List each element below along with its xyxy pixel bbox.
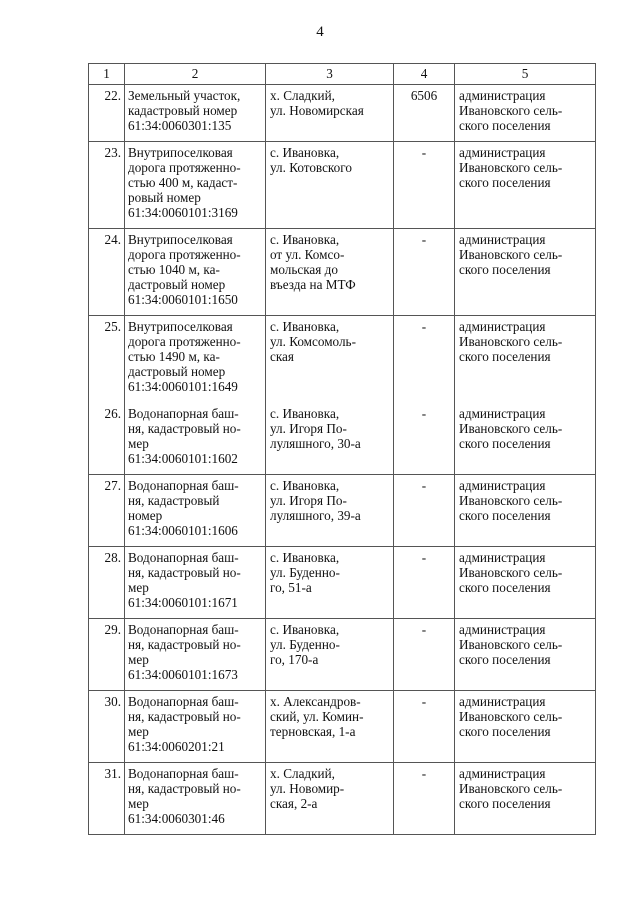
table-row bbox=[89, 403, 596, 475]
object-name: Водонапорная баш- ня, кадастровый но- мер 61:34:0060301:46 bbox=[125, 763, 266, 835]
object-value: - bbox=[394, 691, 455, 763]
object-name: Внутрипоселковая дорога протяженно- стью 1490 м, ка- дастровый номер 61:34:0060101:1649 bbox=[125, 316, 266, 403]
object-value: 6506 bbox=[394, 85, 455, 142]
table-row bbox=[89, 85, 596, 142]
object-name: Водонапорная баш- ня, кадастровый но- мер 61:34:0060201:21 bbox=[125, 691, 266, 763]
object-value: - bbox=[394, 316, 455, 403]
header-cell-col2: 2 bbox=[125, 64, 266, 85]
table-row bbox=[89, 691, 596, 763]
table-row bbox=[89, 619, 596, 691]
object-holder: администрация Ивановского сель- ского поселения bbox=[455, 229, 596, 316]
object-address: с. Ивановка, ул. Буденно- го, 170-а bbox=[266, 619, 394, 691]
object-address: с. Ивановка, ул. Комсомоль- ская bbox=[266, 316, 394, 403]
object-name: Внутрипоселковая дорога протяженно- стью 400 м, кадаст- ровый номер 61:34:0060101:3169 bbox=[125, 142, 266, 229]
header-cell-col5: 5 bbox=[455, 64, 596, 85]
object-value: - bbox=[394, 475, 455, 547]
object-value: - bbox=[394, 403, 455, 475]
object-address: с. Ивановка, ул. Игоря По- луляшного, 39-а bbox=[266, 475, 394, 547]
row-number: 28. bbox=[89, 547, 125, 619]
row-number: 31. bbox=[89, 763, 125, 835]
table-row bbox=[89, 763, 596, 835]
object-address: с. Ивановка, ул. Буденно- го, 51-а bbox=[266, 547, 394, 619]
row-number: 30. bbox=[89, 691, 125, 763]
row-number: 24. bbox=[89, 229, 125, 316]
object-holder: администрация Ивановского сель- ского поселения bbox=[455, 85, 596, 142]
row-number: 26. bbox=[89, 403, 125, 475]
object-holder: администрация Ивановского сель- ского поселения bbox=[455, 403, 596, 475]
object-address: с. Ивановка, ул. Игоря По- луляшного, 30-а bbox=[266, 403, 394, 475]
page-number: 4 bbox=[316, 24, 324, 40]
object-value: - bbox=[394, 229, 455, 316]
header-cell-col1: 1 bbox=[89, 64, 125, 85]
object-value: - bbox=[394, 763, 455, 835]
object-address: х. Сладкий, ул. Новомир- ская, 2-а bbox=[266, 763, 394, 835]
header-cell-col3: 3 bbox=[266, 64, 394, 85]
object-address: с. Ивановка, от ул. Комсо- мольская до въезда на МТФ bbox=[266, 229, 394, 316]
object-name: Земельный участок, кадастровый номер 61:34:0060301:135 bbox=[125, 85, 266, 142]
object-name: Водонапорная баш- ня, кадастровый но- мер 61:34:0060101:1602 bbox=[125, 403, 266, 475]
table-row bbox=[89, 142, 596, 229]
object-address: с. Ивановка, ул. Котовского bbox=[266, 142, 394, 229]
object-name: Водонапорная баш- ня, кадастровый но- мер 61:34:0060101:1673 bbox=[125, 619, 266, 691]
table-row bbox=[89, 316, 596, 403]
object-address: х. Сладкий, ул. Новомирская bbox=[266, 85, 394, 142]
object-value: - bbox=[394, 142, 455, 229]
property-table bbox=[88, 63, 596, 835]
object-holder: администрация Ивановского сель- ского поселения bbox=[455, 763, 596, 835]
row-number: 22. bbox=[89, 85, 125, 142]
object-name: Водонапорная баш- ня, кадастровый номер 61:34:0060101:1606 bbox=[125, 475, 266, 547]
object-value: - bbox=[394, 619, 455, 691]
table-row bbox=[89, 229, 596, 316]
object-value: - bbox=[394, 547, 455, 619]
object-name: Водонапорная баш- ня, кадастровый но- мер 61:34:0060101:1671 bbox=[125, 547, 266, 619]
object-address: х. Александров- ский, ул. Комин- терновская, 1-а bbox=[266, 691, 394, 763]
row-number: 23. bbox=[89, 142, 125, 229]
object-holder: администрация Ивановского сель- ского поселения bbox=[455, 547, 596, 619]
object-name: Внутрипоселковая дорога протяженно- стью 1040 м, ка- дастровый номер 61:34:0060101:1650 bbox=[125, 229, 266, 316]
row-number: 29. bbox=[89, 619, 125, 691]
object-holder: администрация Ивановского сель- ского поселения bbox=[455, 316, 596, 403]
object-holder: администрация Ивановского сель- ского поселения bbox=[455, 475, 596, 547]
table-row bbox=[89, 547, 596, 619]
object-holder: администрация Ивановского сель- ского поселения bbox=[455, 142, 596, 229]
object-holder: администрация Ивановского сель- ского поселения bbox=[455, 619, 596, 691]
table-row bbox=[89, 475, 596, 547]
row-number: 27. bbox=[89, 475, 125, 547]
object-holder: администрация Ивановского сель- ского поселения bbox=[455, 691, 596, 763]
header-row bbox=[89, 64, 596, 85]
header-cell-col4: 4 bbox=[394, 64, 455, 85]
row-number: 25. bbox=[89, 316, 125, 403]
